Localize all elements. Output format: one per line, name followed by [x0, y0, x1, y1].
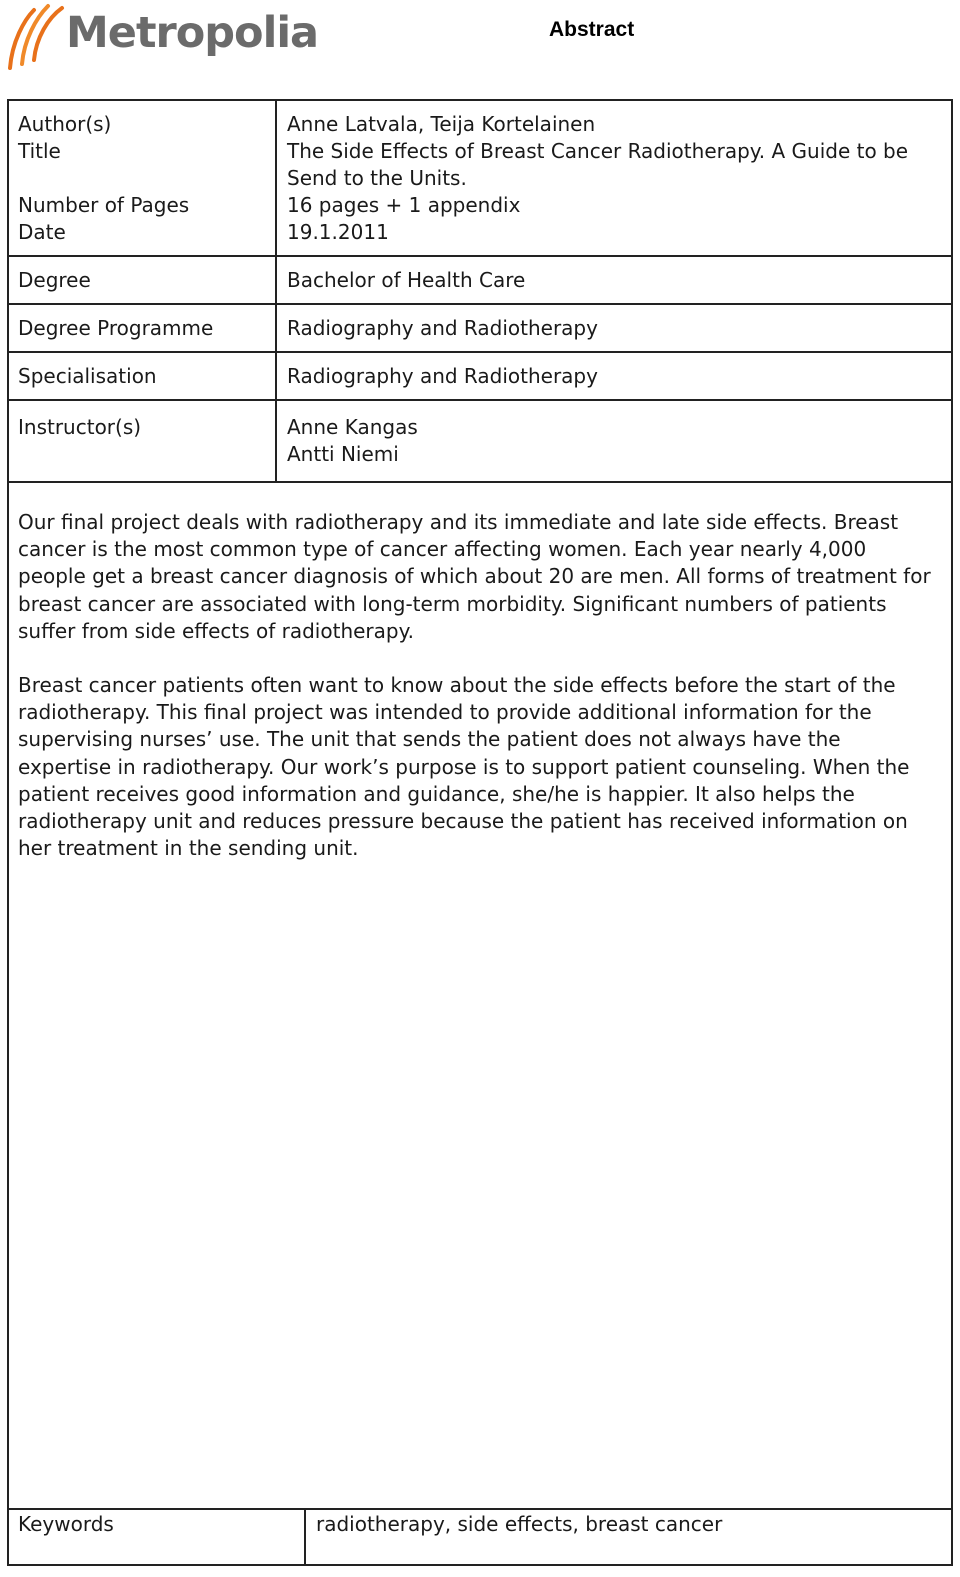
degree-value: Bachelor of Health Care: [287, 268, 526, 292]
author-value: Anne Latvala, Teija Kortelainen: [287, 112, 596, 136]
keywords-label: Keywords: [18, 1512, 114, 1536]
date-label: Date: [18, 220, 66, 244]
logo-swoosh-icon: [4, 2, 66, 72]
abstract-paragraph-1: Our final project deals with radiotherapy and its immediate and late side effects. Breast cancer is the most common type of cancer affecting women. Each year nearly 4,000 people get a breast cancer diagnosis of which about 20 are men. All forms of treatment for breast cancer are associated with long-term morbidity. Significant numbers of patients suffer from side effects of radiotherapy.: [18, 510, 931, 643]
date-value: 19.1.2011: [287, 220, 389, 244]
abstract-paragraph-2: Breast cancer patients often want to know about the side effects before the start of the radiotherapy. This final project was intended to provide additional information for the supervising nurses’ use. The unit that sends the patient does not always have the expertise in radiotherapy. Our work’s purpose is to support patient counseling. When the patient receives good information and guidance, she/he is happier. It also helps the radiotherapy unit and reduces pressure because the patient has received information on her treatment in the sending unit.: [18, 673, 910, 861]
keywords-value: radiotherapy, side effects, breast cancer: [316, 1512, 723, 1536]
specialisation-label: Specialisation: [18, 364, 157, 388]
pages-value: 16 pages + 1 appendix: [287, 193, 521, 217]
title-value-line1: The Side Effects of Breast Cancer Radiotherapy. A Guide to be: [287, 139, 909, 163]
info-table-divider: [275, 99, 277, 483]
instructors-label: Instructor(s): [18, 415, 142, 439]
keywords-column-divider: [304, 1508, 306, 1566]
degree-label: Degree: [18, 268, 91, 292]
programme-label: Degree Programme: [18, 316, 214, 340]
abstract-body: [18, 509, 938, 889]
programme-value: Radiography and Radiotherapy: [287, 316, 598, 340]
instructor-1: Anne Kangas: [287, 415, 418, 439]
specialisation-value: Radiography and Radiotherapy: [287, 364, 598, 388]
instructor-2: Antti Niemi: [287, 442, 399, 466]
info-row-instructors: [7, 399, 953, 483]
keywords-divider: [7, 1508, 953, 1510]
logo-text: Metropolia: [66, 8, 319, 58]
page-title: Abstract: [549, 18, 635, 41]
title-value-line2: Send to the Units.: [287, 166, 467, 190]
pages-label: Number of Pages: [18, 193, 190, 217]
metropolia-logo: [4, 2, 319, 72]
title-label: Title: [18, 139, 61, 163]
author-label: Author(s): [18, 112, 112, 136]
